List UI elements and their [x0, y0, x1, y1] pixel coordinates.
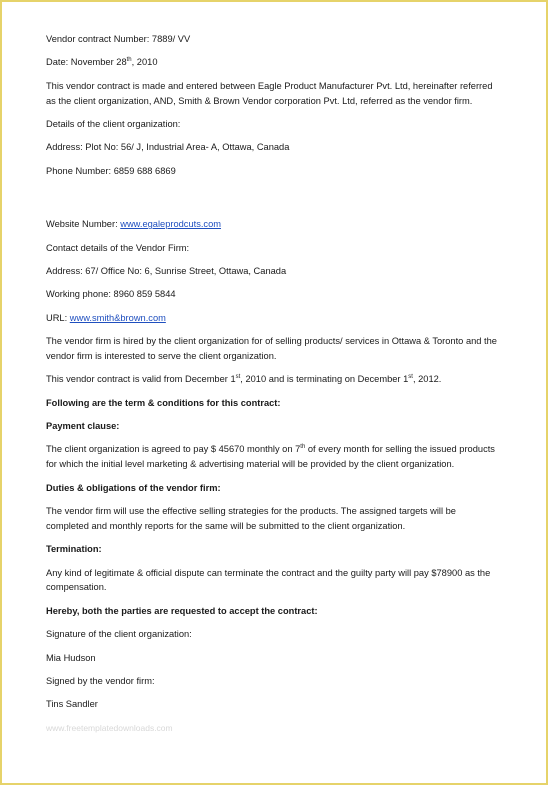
intro-paragraph: This vendor contract is made and entered between Eagle Product Manufacturer Pvt. Ltd, hereinafter referred as the client organization, AND, Smith & Brown Vendor corporation Pvt. Ltd, referred as the vendor firm. [46, 80, 493, 106]
client-phone: Phone Number: 6859 688 6869 [46, 165, 176, 176]
vendor-signature-label: Signed by the vendor firm: [46, 675, 155, 686]
client-address: Address: Plot No: 56/ J, Industrial Area- A, Ottawa, Canada [46, 142, 290, 153]
spacer [46, 187, 498, 217]
watermark: www.freetemplatedownloads.com [46, 722, 173, 733]
contract-number: Vendor contract Number: 7889/ VV [46, 34, 191, 44]
client-signer-name: Mia Hudson [46, 652, 96, 663]
vendor-signer-name: Tins Sandler [46, 699, 98, 710]
client-signature-label: Signature of the client organization: [46, 629, 192, 640]
payment-text: The client organization is agreed to pay $ 45670 monthly on 7th of every month for selling the issued products for which the initial level marketing & advertising material will be provided by the client organization. [46, 444, 495, 470]
client-details-heading: Details of the client organization: [46, 118, 181, 129]
hire-statement: The vendor firm is hired by the client organization for of selling products/ services in Ottawa & Toronto and the vendor firm is interested to serve the client organization. [46, 336, 497, 361]
vendor-address: Address: 67/ Office No: 6, Sunrise Street, Ottawa, Canada [46, 265, 287, 276]
contract-document [46, 32, 498, 736]
vendor-phone: Working phone: 8960 859 5844 [46, 289, 176, 300]
contract-date: Date: November 28th, 2010 [46, 57, 158, 68]
payment-heading: Payment clause: [46, 421, 120, 432]
duties-heading: Duties & obligations of the vendor firm: [46, 482, 221, 493]
url-link[interactable]: www.smith&brown.com [69, 312, 166, 323]
url-line: URL: www.smith&brown.com [46, 312, 166, 323]
website-link[interactable]: www.egaleprodcuts.com [120, 219, 221, 230]
vendor-details-heading: Contact details of the Vendor Firm: [46, 242, 190, 253]
termination-text: Any kind of legitimate & official dispute can terminate the contract and the guilty party will pay $78900 as the compensation. [46, 567, 491, 593]
termination-heading: Termination: [46, 544, 102, 555]
validity-statement: This vendor contract is valid from December 1st, 2010 and is terminating on December 1st, 2012. [46, 374, 442, 385]
duties-text: The vendor firm will use the effective selling strategies for the products. The assigned targets will be completed and monthly reports for the same will be submitted to the client organization. [46, 506, 456, 531]
website-line: Website Number: www.egaleprodcuts.com [46, 219, 221, 230]
terms-heading: Following are the term & conditions for this contract: [46, 397, 281, 408]
accept-heading: Hereby, both the parties are requested to accept the contract: [46, 605, 318, 616]
